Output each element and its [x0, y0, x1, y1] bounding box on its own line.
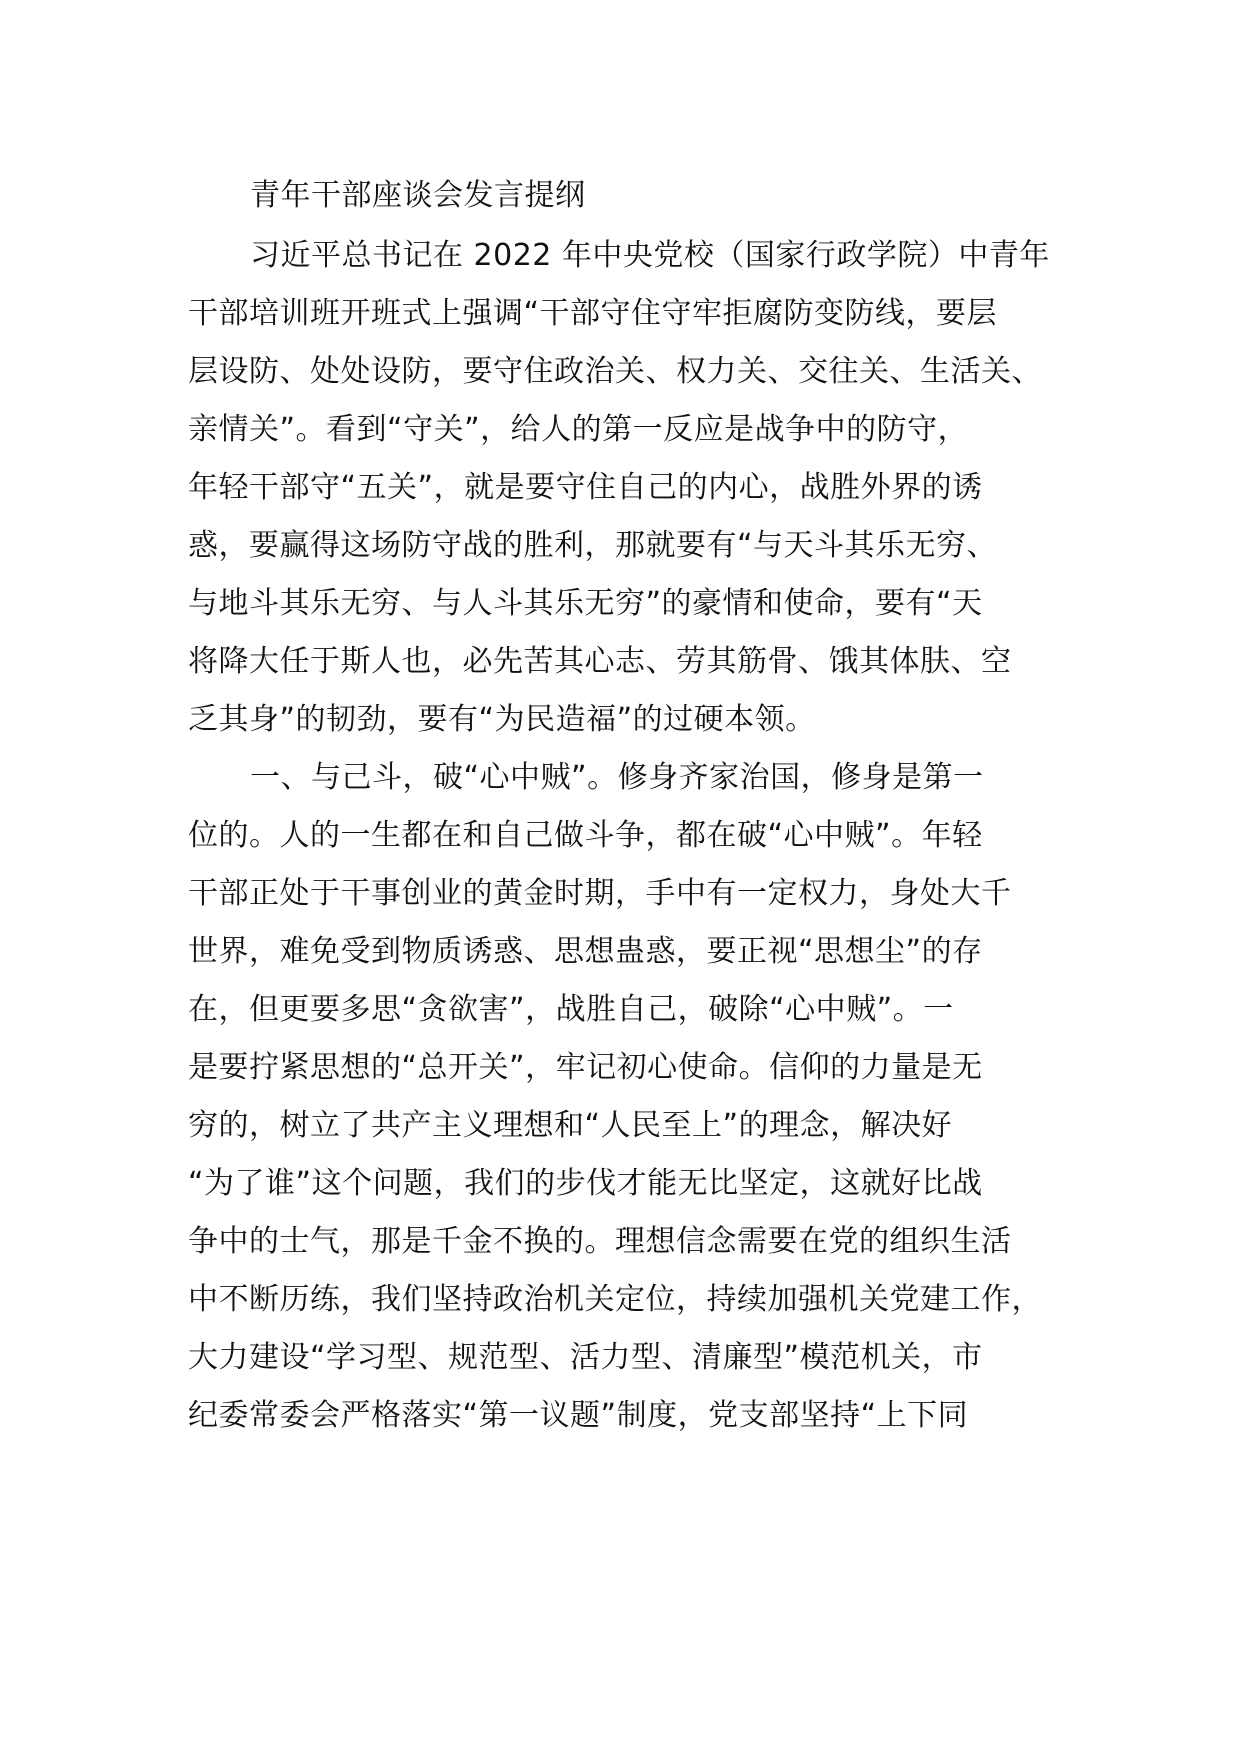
paragraph-line: 中不断历练，我们坚持政治机关定位，持续加强机关党建工作，	[188, 1282, 1042, 1317]
paragraph-line: “为了谁”这个问题，我们的步伐才能无比坚定，这就好比战	[188, 1166, 983, 1201]
paragraph-line: 干部正处于干事创业的黄金时期，手中有一定权力，身处大千	[188, 876, 1012, 911]
paragraph-line: 乏其身”的韧劲，要有“为民造福”的过硬本领。	[188, 702, 816, 737]
paragraph-line: 是要拧紧思想的“总开关”，牢记初心使命。信仰的力量是无	[188, 1050, 983, 1085]
section-heading-line: 一、与己斗，破“心中贼”。修身齐家治国，修身是第一	[250, 760, 984, 795]
paragraph-line: 穷的，树立了共产主义理想和“人民至上”的理念，解决好	[188, 1108, 953, 1143]
paragraph-line: 争中的士气，那是千金不换的。理想信念需要在党的组织生活	[188, 1224, 1012, 1259]
paragraph-line: 层设防、处处设防，要守住政治关、权力关、交往关、生活关、	[188, 354, 1042, 389]
paragraph-line: 年轻干部守“五关”，就是要守住自己的内心，战胜外界的诱	[188, 470, 983, 505]
paragraph-line: 亲情关”。看到“守关”，给人的第一反应是战争中的防守，	[188, 412, 969, 447]
paragraph-line: 干部培训班开班式上强调“干部守住守牢拒腐防变防线，要层	[188, 296, 998, 331]
paragraph-line: 位的。人的一生都在和自己做斗争，都在破“心中贼”。年轻	[188, 818, 983, 853]
paragraph-line: 世界，难免受到物质诱惑、思想蛊惑，要正视“思想尘”的存	[188, 934, 983, 969]
paragraph-line: 习近平总书记在 2022 年中央党校（国家行政学院）中青年	[250, 238, 1050, 273]
paragraph-line: 在，但更要多思“贪欲害”，战胜自己，破除“心中贼”。一	[188, 992, 954, 1027]
document-title: 青年干部座谈会发言提纲	[250, 178, 586, 213]
paragraph-line: 纪委常委会严格落实“第一议题”制度，党支部坚持“上下同	[188, 1398, 969, 1433]
paragraph-line: 与地斗其乐无穷、与人斗其乐无穷”的豪情和使命，要有“天	[188, 586, 983, 621]
paragraph-line: 惑，要赢得这场防守战的胜利，那就要有“与天斗其乐无穷、	[188, 528, 998, 563]
paragraph-line: 大力建设“学习型、规范型、活力型、清廉型”模范机关，市	[188, 1340, 983, 1375]
paragraph-line: 将降大任于斯人也，必先苦其心志、劳其筋骨、饿其体肤、空	[188, 644, 1012, 679]
